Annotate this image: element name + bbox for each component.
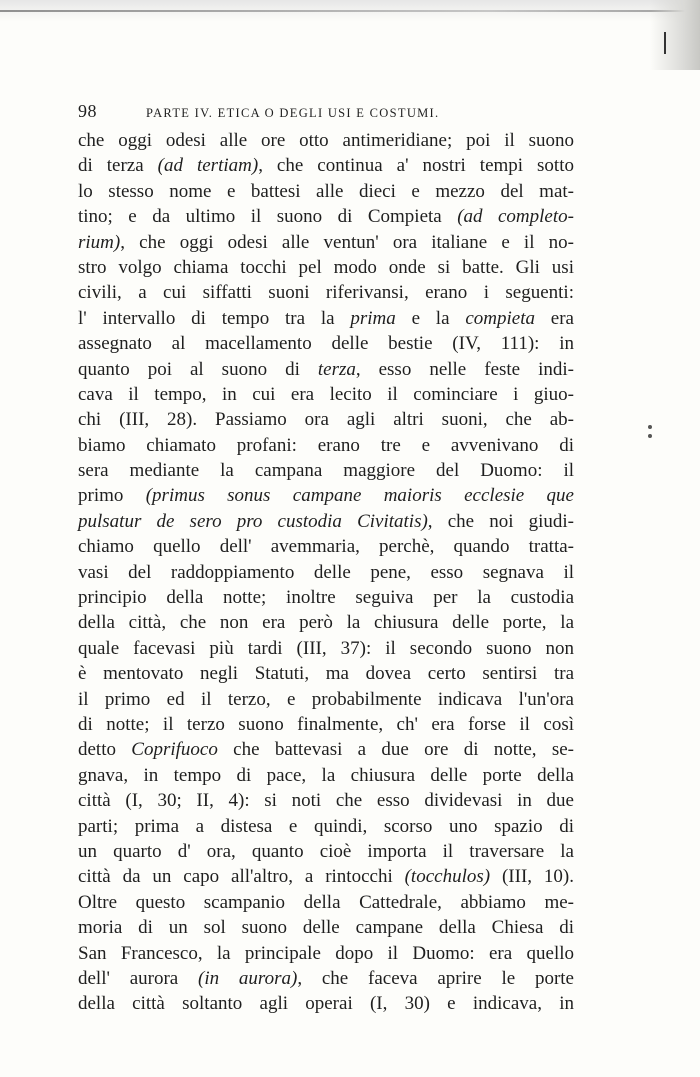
text-line [78,153,574,178]
text-segment: vasi del raddoppiamento delle pene, esso segnava il [78,561,574,583]
text-line [78,814,574,839]
text-line [78,788,574,813]
text-segment: e la [395,307,466,329]
text-line [78,407,574,432]
text-segment: chi (III, 28). Passiamo ora agli altri suoni, che ab- [78,409,574,431]
text-segment: di notte; il terzo suono finalmente, ch' era forse il così [78,713,574,735]
text-line [78,687,574,712]
italic-text: prima [350,307,396,329]
text-segment: , che oggi odesi alle ventun' ora italiane e il no- [120,231,574,253]
text-line [78,179,574,204]
text-line [78,357,574,382]
text-line [78,534,574,559]
italic-text: (tocchulos) [404,866,491,888]
text-segment: dell' aurora [78,967,199,989]
text-segment: , esso nelle feste indi- [355,358,574,380]
text-segment: tino; e da ultimo il suono di Compieta [78,206,458,228]
text-segment: il primo ed il terzo, e probabilmente indicava l'un'ora [78,688,574,710]
italic-text: pulsatur de sero pro custodia Civitatis) [78,510,428,532]
text-segment: cava il tempo, in cui era lecito il cominciare i giuo- [78,383,574,405]
body-text [78,128,574,1017]
italic-text: Coprifuoco [131,739,218,761]
text-segment: San Francesco, la principale dopo il Duomo: era quello [78,942,574,964]
text-segment: era [534,307,574,329]
text-line [78,737,574,762]
text-segment: quanto poi al suono di [78,358,318,380]
italic-text: (primus sonus campane maioris ecclesie que [145,485,574,507]
page-number: 98 [78,101,97,121]
text-line [78,458,574,483]
text-segment: stro volgo chiama tocchi pel modo onde si batte. Gli usi [78,256,574,278]
text-line [78,509,574,534]
page-top-edge-line [0,10,700,12]
text-segment: detto [78,739,132,761]
text-line [78,382,574,407]
text-segment: moria di un sol suono delle campane della Chiesa di [78,917,574,939]
text-line [78,280,574,305]
italic-text: (in aurora) [198,967,298,989]
italic-text: compieta [465,307,535,329]
text-segment: , che faceva aprire le porte [297,967,574,989]
text-line [78,712,574,737]
text-segment: un quarto d' ora, quanto cioè importa il traversare la [78,840,574,862]
text-segment: , che continua a' nostri tempi sotto [258,155,574,177]
text-segment: assegnato al macellamento delle bestie (IV, 111): in [78,333,574,355]
text-segment: quale facevasi più tardi (III, 37): il secondo suono non [78,637,574,659]
text-line [78,331,574,356]
text-line [78,128,574,153]
text-line [78,230,574,255]
running-head-title: PARTE IV. ETICA O DEGLI USI E COSTUMI. [146,106,440,120]
text-segment: di terza [78,155,158,177]
text-segment: (III, 10). [490,866,574,888]
text-segment: della città, che non era però la chiusura delle porte, la [78,612,574,634]
text-segment: città da un capo all'altro, a rintocchi [78,866,405,888]
italic-text: (ad completo- [457,206,574,228]
text-segment: chiamo quello dell' avemmaria, perchè, quando tratta- [78,536,574,558]
running-head [78,101,578,122]
text-line [78,991,574,1016]
text-line [78,839,574,864]
speck [648,434,652,438]
text-segment: parti; prima a distesa e quindi, scorso uno spazio di [78,815,574,837]
text-line [78,610,574,635]
text-line [78,763,574,788]
text-segment: principio della notte; inoltre seguiva per la custodia [78,587,574,609]
text-segment: gnava, in tempo di pace, la chiusura delle porte della [78,764,574,786]
text-line [78,560,574,585]
text-line [78,915,574,940]
text-line [78,661,574,686]
text-segment: lo stesso nome e battesi alle dieci e mezzo del mat- [78,180,574,202]
text-segment: è mentovato negli Statuti, ma dovea certo sentirsi tra [78,663,574,685]
page-corner-shadow [650,0,700,70]
speck [648,425,652,429]
text-segment: biamo chiamato profani: erano tre e avvenivano di [78,434,574,456]
text-line [78,585,574,610]
text-segment: città (I, 30; II, 4): si noti che esso dividevasi in due [78,790,574,812]
italic-text: rium) [78,231,121,253]
margin-mark [664,32,666,54]
text-segment: Oltre questo scampanio della Cattedrale, abbiamo me- [78,891,574,913]
text-segment: che oggi odesi alle ore otto antimeridiane; poi il suono [78,130,574,151]
text-line [78,864,574,889]
text-segment: primo [78,485,146,507]
text-line [78,306,574,331]
text-segment: che battevasi a due ore di notte, se- [217,739,574,761]
text-segment: l' intervallo di tempo tra la [78,307,351,329]
margin-specks [648,425,652,443]
text-line [78,483,574,508]
text-segment: sera mediante la campana maggiore del Duomo: il [78,460,574,482]
text-line [78,966,574,991]
italic-text: (ad tertiam) [157,155,259,177]
text-line [78,255,574,280]
text-segment: , che noi giudi- [427,510,574,532]
text-line [78,890,574,915]
text-line [78,636,574,661]
italic-text: terza [317,358,356,380]
text-segment: della città soltanto agli operai (I, 30) e indicava, in [78,993,574,1015]
text-line [78,204,574,229]
text-line [78,433,574,458]
text-segment: civili, a cui siffatti suoni riferivansi, erano i seguenti: [78,282,574,304]
text-line [78,941,574,966]
